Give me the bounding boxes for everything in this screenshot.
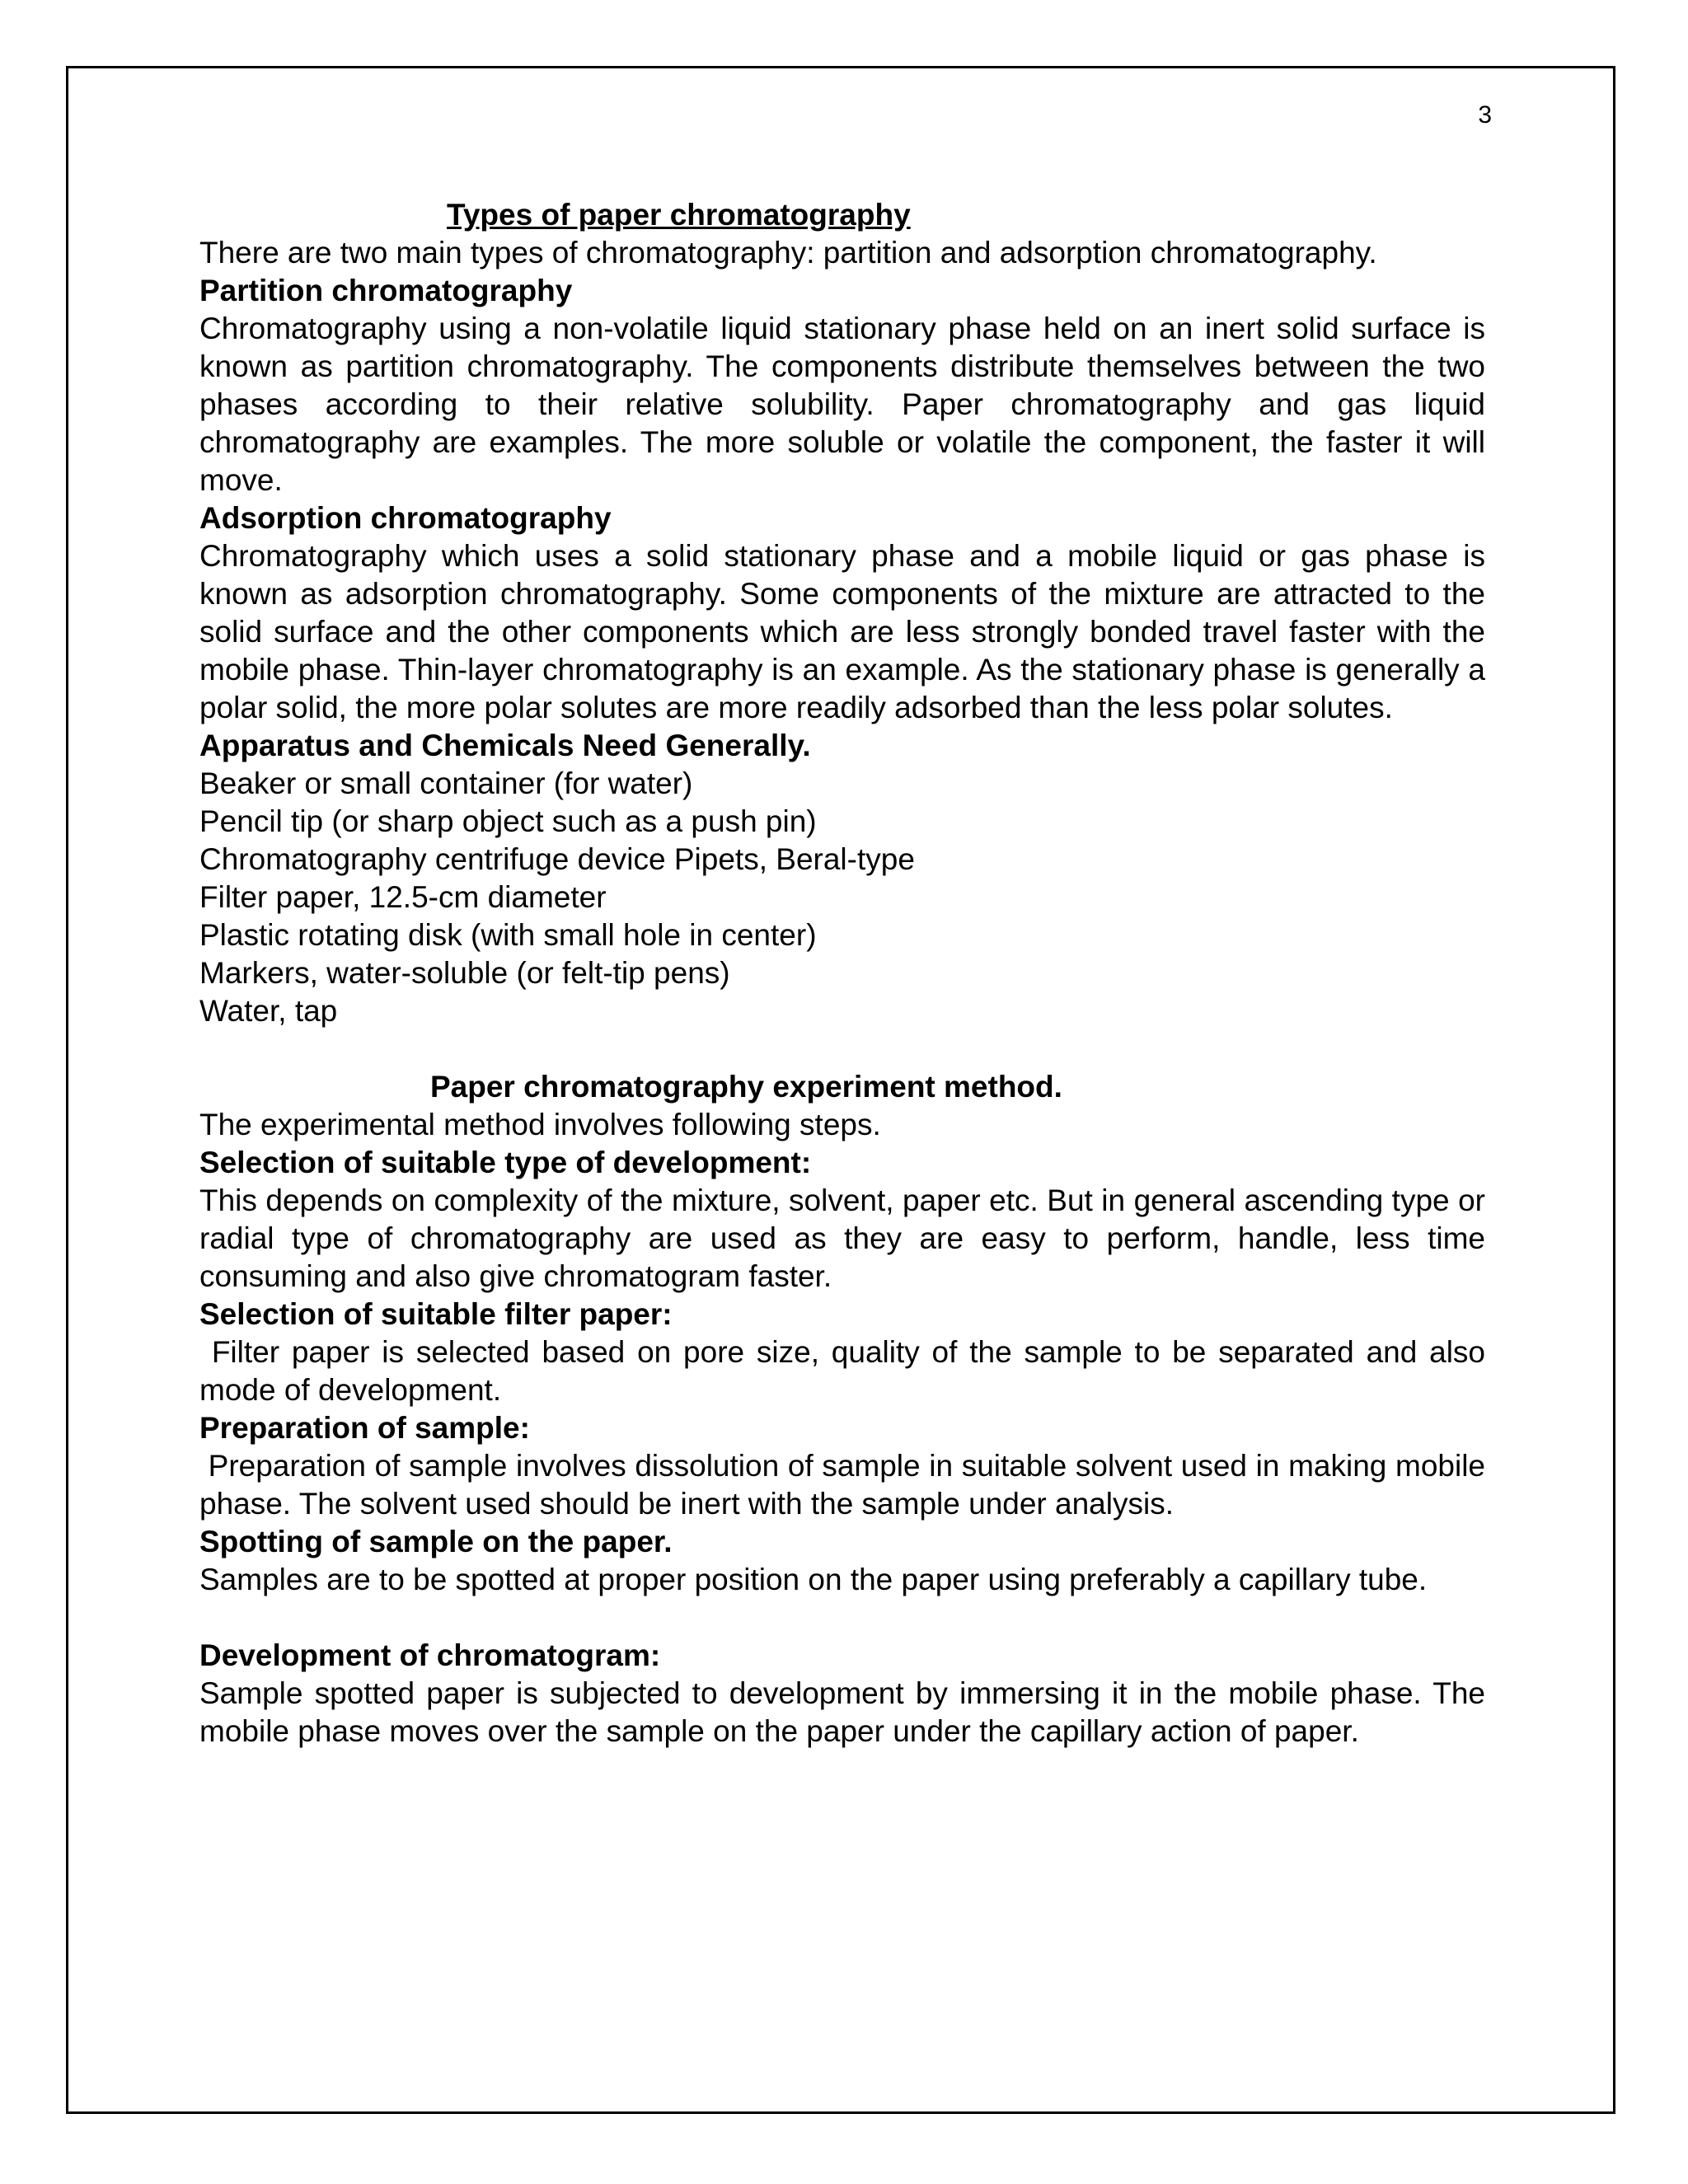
list-item: Filter paper, 12.5-cm diameter	[199, 880, 607, 914]
step-filter-paper-paragraph: Filter paper is selected based on pore size, quality of the sample to be separated and also mode of development.	[199, 1335, 1494, 1407]
method-intro-paragraph: The experimental method involves following steps.	[199, 1108, 881, 1141]
list-item: Markers, water-soluble (or felt-tip pens)	[199, 956, 730, 990]
heading-step-sample-preparation: Preparation of sample:	[199, 1411, 530, 1445]
adsorption-paragraph: Chromatography which uses a solid stationary phase and a mobile liquid or gas phase is known as adsorption chromatography. Some components of the mixture are attracted to the solid surface and the other components which are less strongly bonded travel faster with the mobile phase. Thin-layer chromatography is an example. As the stationary phase is generally a polar solid, the more polar solutes are more readily adsorbed than the less polar solutes.	[199, 539, 1485, 724]
heading-partition: Partition chromatography	[199, 274, 573, 307]
heading-step-spotting: Spotting of sample on the paper.	[199, 1525, 673, 1558]
step-spotting-paragraph: Samples are to be spotted at proper position on the paper using preferably a capillary tube.	[199, 1563, 1428, 1596]
list-item: Chromatography centrifuge device Pipets, Beral-type	[199, 842, 915, 876]
step-sample-preparation-paragraph: Preparation of sample involves dissolution of sample in suitable solvent used in making mobile phase. The solvent used should be inert with the sample under analysis.	[199, 1449, 1494, 1521]
heading-step-development-chromatogram: Development of chromatogram:	[199, 1638, 661, 1672]
partition-paragraph: Chromatography using a non-volatile liquid stationary phase held on an inert solid surface is known as partition chromatography. The components distribute themselves between the two phases according to their relative solubility. Paper chromatography and gas liquid chromatography are examples. The more soluble or volatile the component, the faster it will move.	[199, 312, 1485, 497]
list-item: Beaker or small container (for water)	[199, 766, 693, 800]
page-number: 3	[1478, 101, 1492, 129]
section-title-types: Types of paper chromatography	[447, 198, 911, 232]
apparatus-list	[199, 765, 1485, 1030]
heading-apparatus: Apparatus and Chemicals Need Generally.	[199, 729, 811, 762]
list-item: Pencil tip (or sharp object such as a push pin)	[199, 804, 817, 838]
heading-step-filter-paper: Selection of suitable filter paper:	[199, 1297, 673, 1331]
step-development-chromatogram-paragraph: Sample spotted paper is subjected to development by immersing it in the mobile phase. The mobile phase moves over the sample on the paper under the capillary action of paper.	[199, 1676, 1485, 1748]
step-development-type-paragraph: This depends on complexity of the mixture, solvent, paper etc. But in general ascending type or radial type of chromatography are used as they are easy to perform, handle, less time consuming and also give chromatogram faster.	[199, 1183, 1485, 1293]
heading-adsorption: Adsorption chromatography	[199, 501, 612, 535]
document-body	[199, 196, 1494, 1750]
spacer	[199, 1030, 1485, 1068]
list-item: Water, tap	[199, 994, 338, 1028]
spacer	[199, 1599, 1485, 1637]
section-title-method: Paper chromatography experiment method.	[430, 1070, 1062, 1104]
types-intro-paragraph: There are two main types of chromatography: partition and adsorption chromatography.	[199, 236, 1377, 269]
list-item: Plastic rotating disk (with small hole in center)	[199, 918, 817, 952]
heading-step-development-type: Selection of suitable type of development:	[199, 1146, 812, 1179]
